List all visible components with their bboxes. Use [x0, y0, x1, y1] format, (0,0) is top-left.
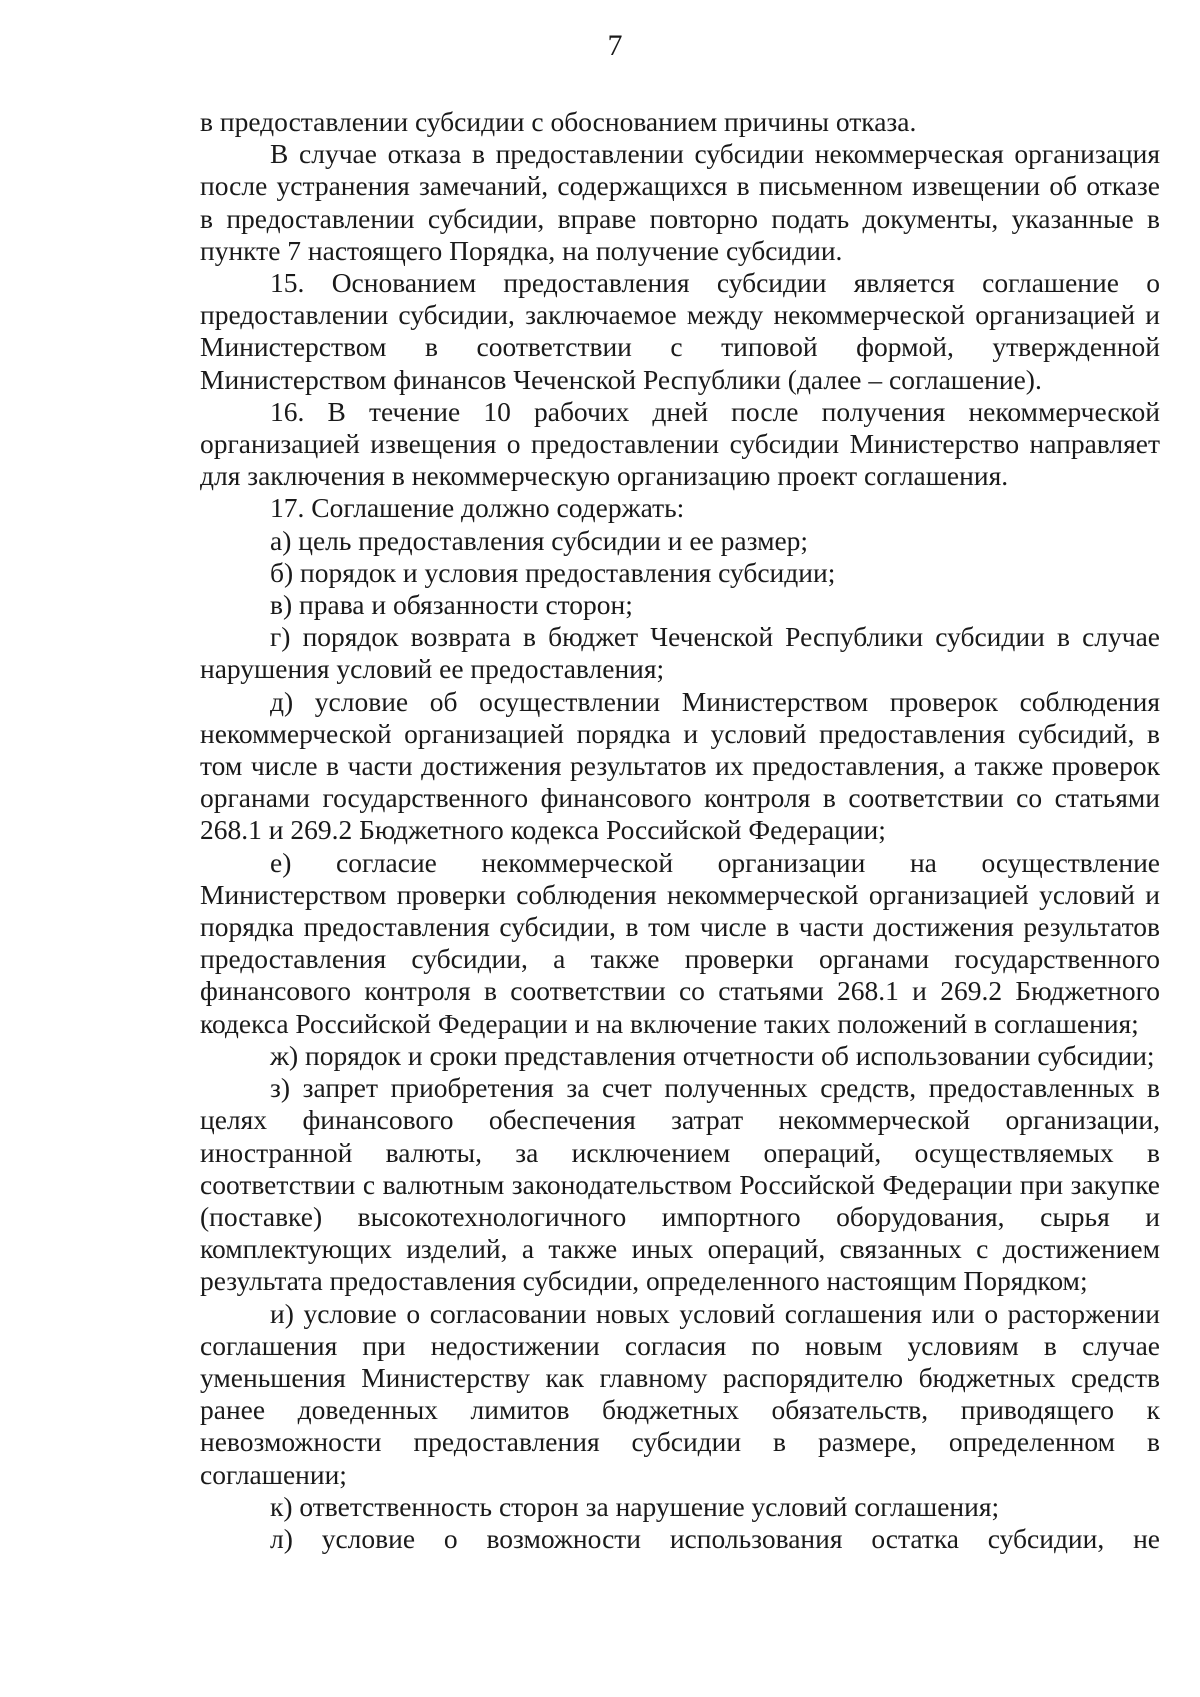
list-item-17l: л) условие о возможности использования остатка субсидии, не — [270, 1522, 1160, 1554]
list-item-17g: г) порядок возврата в бюджет Чеченской Республики субсидии в случае нарушения условий ее предоставления; — [200, 621, 1160, 685]
document-body — [200, 106, 1160, 1555]
list-item-17i: и) условие о согласовании новых условий соглашения или о расторжении соглашения при недостижении согласия по новым условиям в случае уменьшения Министерству как главному распорядителю бюджетных средств ранее доведенных лимитов бюджетных обязательств, приводящего к невозможности предоставления субсидии в размере, определенном в соглашении; — [200, 1297, 1160, 1490]
paragraph-continuation: в предоставлении субсидии с обоснованием причины отказа. — [200, 106, 917, 137]
list-item-17a: а) цель предоставления субсидии и ее размер; — [270, 524, 809, 556]
list-item-17e: е) согласие некоммерческой организации на осуществление Министерством проверки соблюдения некоммерческой организацией условий и порядка предоставления субсидии, в том числе в части достижения результатов предоставления субсидии, а также проверки органами государственного финансового контроля в соответствии со статьями 268.1 и 269.2 Бюджетного кодекса Российской Федерации и на включение таких положений в соглашения; — [200, 846, 1160, 1039]
paragraph-refusal-case: В случае отказа в предоставлении субсидии некоммерческая организация после устранения замечаний, содержащихся в письменном извещении об отказе в предоставлении субсидии, вправе повторно подать документы, указанные в пункте 7 настоящего Порядка, на получение субсидии. — [200, 138, 1160, 266]
page-number: 7 — [607, 29, 623, 62]
list-item-17zh: ж) порядок и сроки представления отчетности об использовании субсидии; — [270, 1039, 1155, 1071]
list-item-17d: д) условие об осуществлении Министерством проверок соблюдения некоммерческой организацией порядка и условий предоставления субсидий, в том числе в части достижения результатов их предоставления, а также проверок органами государственного финансового контроля в соответствии со статьями 268.1 и 269.2 Бюджетного кодекса Российской Федерации; — [200, 685, 1160, 846]
paragraph-item-17: 17. Соглашение должно содержать: — [270, 492, 685, 524]
list-item-17k: к) ответственность сторон за нарушение условий соглашения; — [270, 1490, 1000, 1522]
list-item-17b: б) порядок и условия предоставления субсидии; — [270, 556, 836, 588]
paragraph-item-16: 16. В течение 10 рабочих дней после получения некоммерческой организацией извещения о предоставлении субсидии Министерство направляет для заключения в некоммерческую организацию проект соглашения. — [200, 395, 1160, 492]
list-item-17z: з) запрет приобретения за счет полученных средств, предоставленных в целях финансового обеспечения затрат некоммерческой организации, иностранной валюты, за исключением операций, осуществляемых в соответствии с валютным законодательством Российской Федерации при закупке (поставке) высокотехнологичного импортного оборудования, сырья и комплектующих изделий, а также иных операций, связанных с достижением результата предоставления субсидии, определенного настоящим Порядком; — [200, 1072, 1160, 1297]
list-item-17v: в) права и обязанности сторон; — [270, 589, 633, 621]
paragraph-item-15: 15. Основанием предоставления субсидии является соглашение о предоставлении субсидии, заключаемое между некоммерческой организацией и Министерством в соответствии с типовой формой, утвержденной Министерством финансов Чеченской Республики (далее – соглашение). — [200, 267, 1160, 395]
